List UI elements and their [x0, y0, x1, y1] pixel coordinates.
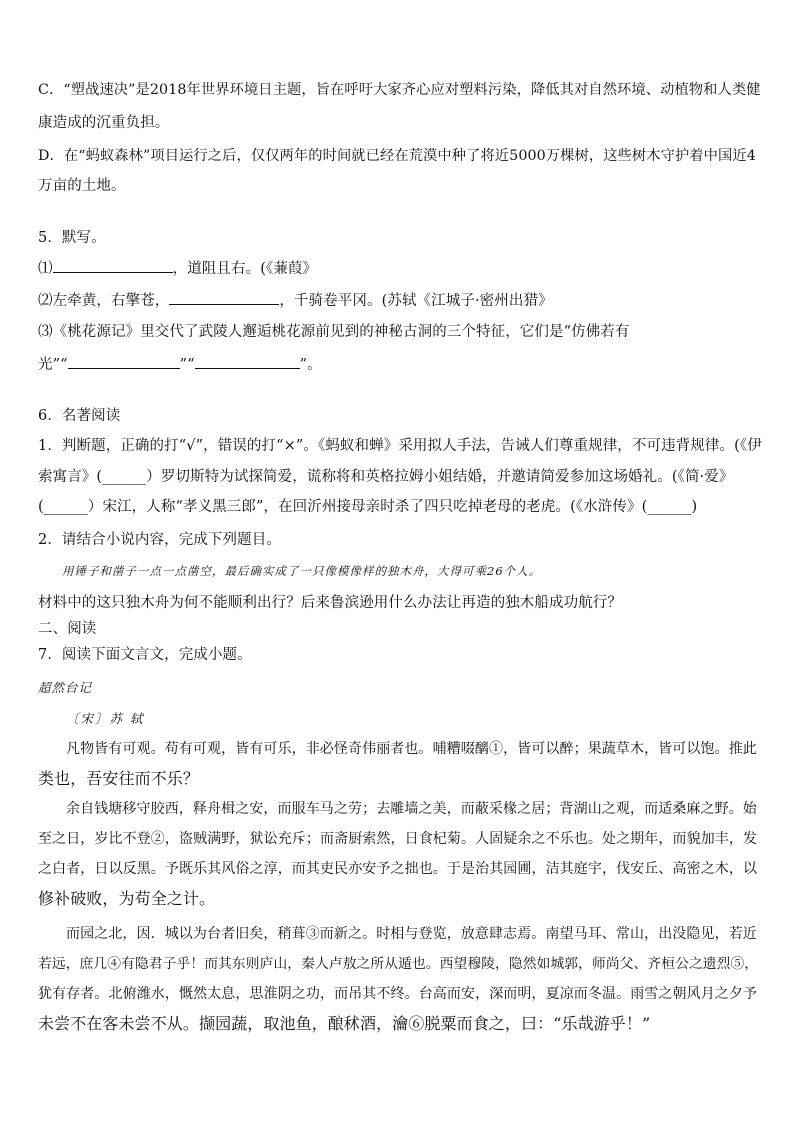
section-two-heading: 二、阅读: [38, 621, 97, 637]
q5-item-3-line-2: [38, 354, 756, 375]
q5-item-2-part-b: ，千骑卷平冈。(苏轼《江城子·密州出猎》: [279, 293, 553, 309]
paragraph-1-line-1: 凡物皆有可观。苟有可观，皆有可乐，非必怪奇伟丽者也。哺糟啜醨①，皆可以醉；果蔬草木，皆可以饱。推此: [66, 741, 757, 757]
q6-1-line-3: (______）宋江，人称“孝义黑三郎”，在回沂州接母亲时杀了四只吃掉老母的老虎。(《水浒传》(______): [38, 499, 698, 515]
paragraph-3-line-3: 犹有存者。北俯潍水，慨然太息，思淮阴之功，而吊其不终。台高而安，深而明，夏凉而冬温。雨雪之朝风月之夕予: [38, 986, 758, 1002]
q6-1-line-1: 1．判断题，正确的打“√”，错误的打“×”。《蚂蚁和蝉》采用拟人手法，告诫人们尊重规律，不可违背规律。(《伊: [38, 438, 762, 454]
q5-item-3-part-a: 光”“: [38, 357, 68, 373]
q5-item-3-line-1: ⑶《桃花源记》里交代了武陵人邂逅桃花源前见到的神秘古洞的三个特征，它们是“仿佛若有: [38, 324, 630, 340]
q6-1-line-2: 索寓言》(______）罗切斯特为试探简爱，谎称将和英格拉姆小姐结婚，并邀请简爱参加这场婚礼。(《简·爱》: [38, 469, 734, 485]
option-c-line-2: 康造成的沉重负担。: [38, 115, 170, 131]
q6-title: 6．名著阅读: [38, 408, 121, 424]
paragraph-1-line-2: 类也，吾安往而不乐？: [38, 769, 200, 788]
q6-2-question: 材料中的这只独木舟为何不能顺利出行？后来鲁滨逊用什么办法让再造的独木船成功航行？: [38, 595, 622, 611]
q7-instruction: 7．阅读下面文言文，完成小题。: [38, 647, 252, 663]
paragraph-3-line-4: 未尝不在客未尝不从。撷园蔬，取池鱼，酿秫酒，瀹⑥脱粟而食之，曰：“乐哉游乎！”: [38, 1014, 651, 1033]
option-c-line-1: C．“塑战速决”是2018年世界环境日主题，旨在呼吁大家齐心应对塑料污染，降低其对自然环境、动植物和人类健: [38, 82, 761, 98]
answer-blank[interactable]: [53, 258, 173, 273]
q5-title: 5．默写。: [38, 230, 106, 246]
q5-item-3-part-b: ”“: [179, 357, 195, 373]
paragraph-2-line-1: 余自钱塘移守胶西，释舟楫之安，而服车马之劳；去雕墙之美，而蔽采椽之居；背湖山之观，而适桑麻之野。始: [66, 801, 757, 817]
paragraph-3-line-2: 若远，庶几④有隐君子乎！而其东则庐山，秦人卢敖之所从遁也。西望穆陵，隐然如城郭，师尚父、齐桓公之遗烈⑤，: [38, 956, 759, 972]
q6-2-line-1: 2．请结合小说内容，完成下列题目。: [38, 532, 281, 548]
q6-2-material: 用锤子和凿子一点一点凿空，最后确实成了一只像模像样的独木舟，大得可乘26个人。: [62, 564, 542, 578]
q5-item-1-number: ⑴: [38, 261, 53, 277]
q5-item-1: [38, 258, 756, 279]
q5-item-3-part-c: ”。: [299, 357, 322, 373]
essay-author: 〔宋〕苏 轼: [66, 711, 145, 726]
paragraph-2-line-2: 至之日，岁比不登②，盗贼满野，狱讼充斥；而斋厨索然，日食杞菊。人固疑余之不乐也。处之期年，而貌加丰，发: [38, 831, 758, 847]
paragraph-2-line-3: 之白者，日以反黑。予既乐其风俗之淳，而其吏民亦安予之拙也。于是治其园圃，洁其庭宇，伐安丘、高密之木，以: [38, 861, 758, 877]
q5-item-2-part-a: ⑵左牵黄，右擎苍，: [38, 293, 170, 309]
q5-item-1-text: ，道阻且右。(《蒹葭》: [172, 261, 318, 277]
essay-title: 超然台记: [38, 680, 93, 695]
option-d-line-1: D．在“蚂蚁森林”项目运行之后，仅仅两年的时间就已经在荒漠中种了将近5000万棵树，这些树木守护着中国近4: [38, 148, 756, 164]
paragraph-2-line-4: 修补破败，为苟全之计。: [38, 889, 216, 908]
answer-blank[interactable]: [169, 290, 279, 305]
answer-blank[interactable]: [68, 354, 180, 369]
q5-item-2: [38, 290, 756, 311]
answer-blank[interactable]: [195, 354, 300, 369]
option-d-line-2: 万亩的土地。: [38, 178, 126, 194]
paragraph-3-line-1: 而园之北，因．城以为台者旧矣，稍葺③而新之。时相与登览，放意肆志焉。南望马耳、常山，出没隐见，若近: [66, 926, 757, 942]
